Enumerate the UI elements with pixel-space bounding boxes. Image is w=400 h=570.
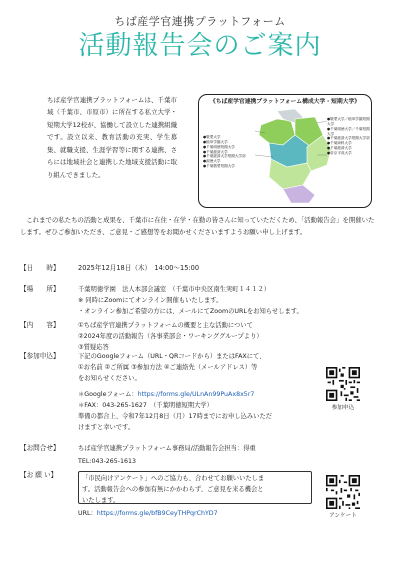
apply-qr-caption: 参加申込 (331, 405, 355, 411)
map-label: ●千葉経済大学 (327, 146, 352, 151)
contact-office: ちば産学官連携プラットフォーム事務局/活動報告会担当：得重 (78, 445, 256, 452)
place-block (78, 284, 303, 317)
place-value: 千葉明徳学園 法人本部会議室 （千葉市中央区南生実町１４１２） (78, 286, 271, 293)
request-label: 【お 願 い】 (20, 471, 58, 479)
map-label: ●千葉経済大学短期大学部 (203, 154, 246, 159)
contact-row (20, 443, 380, 469)
apply-label: 【参加申込】 (20, 352, 60, 360)
date-value: 2025年12月18日（木） 14:00～15:00 (78, 264, 200, 272)
survey-request-text (79, 472, 311, 507)
survey-url-prefix: URL： (78, 510, 97, 517)
apply-text: をお知らせください。 (78, 375, 141, 383)
content-list (78, 320, 263, 353)
map-label: ●植草学園大学 (203, 139, 228, 144)
map-left-labels (203, 135, 257, 169)
contact-phone: TEL:043-265-1613 (78, 458, 137, 466)
apply-block (78, 351, 323, 433)
apply-qr-code[interactable] (326, 367, 360, 401)
survey-qr-code[interactable] (326, 475, 360, 509)
place-note-zoom: ※ 同時にZoomにてオンライン開催もいたします。 (78, 297, 223, 305)
survey-url-line (78, 508, 218, 519)
apply-text: ①お名前 ②ご所属 ③参加方法 ④ご連絡先（メールアドレス）等 (78, 364, 258, 372)
map-label: ●淑徳大学 (203, 159, 221, 164)
content-item: ③質疑応答 (78, 344, 109, 352)
date-row (20, 263, 380, 275)
map-caption: 《ちば産学官連携プラットフォーム構成大学・短期大学》 (209, 99, 361, 105)
request-text: いたします。 (82, 497, 120, 505)
map-label: ●帝京平成大学 (327, 150, 352, 155)
place-row (20, 284, 380, 320)
google-form-line (78, 389, 323, 400)
content-row (20, 320, 380, 354)
invitation-paragraph: これまでの私たちの活動と成果を、千葉市に在住・在学・在勤の皆さんに知っていただくため、「活動報告会」を開催いたします。ぜひご参加いただき、ご意見・ご感想等をお聞かせくださいますようお願い申し上げます。 (20, 216, 375, 237)
map-label: ●千葉経済大学短期大学部 (327, 136, 370, 141)
survey-request-box (78, 471, 312, 504)
intro-paragraph: ちば産学官連携プラットフォームは、千葉市域（千葉市、市原市）に所在する私立大学・短期大学12校が、協働して設立した連携組織です。設立以来、教育活動の充実、学生募集、就職支援、生涯学習等に関する連携、さらには地域社会と連携した地域支援活動に取り組んできました。 (47, 96, 177, 179)
deadline-text: 準備の都合上、令和7年12月8日（月）17時までにお申し込みいただ (78, 413, 273, 421)
map-label: ●千葉商科大学 (327, 141, 352, 146)
map-label: ●敬愛大学／植草学園短期大学 (327, 117, 370, 126)
google-form-link[interactable]: https://forms.gle/ULnAn99PuAx8x5r7 (137, 391, 255, 399)
content-label: 【内 容】 (20, 321, 60, 329)
fax-line: ＊FAX：043-265-1627 （千葉明徳短期大学） (78, 402, 213, 410)
map-label: ●千葉敬愛短期大学 (203, 164, 235, 169)
map-label: ●千葉明徳短期大学 (203, 144, 235, 149)
page-title: 活動報告会のご案内 (78, 31, 322, 61)
contact-label: 【お問合せ】 (20, 444, 60, 452)
place-note-url: ・オンライン参加ご希望の方には、メールにてZoomのURLをお知らせします。 (78, 308, 303, 316)
place-label: 【場 所】 (20, 285, 60, 293)
request-text: す。活動報告会への参加有無にかかわらず、ご意見を来る機会と (82, 486, 264, 494)
request-text: 「市民向けアンケート」へのご協力も、合わせてお願いいたしま (82, 475, 265, 482)
header-subtitle: ちば産学官連携プラットフォーム (114, 15, 286, 28)
map-label: ●千葉経済大学 (203, 149, 228, 154)
map-right-labels (327, 117, 371, 156)
apply-text: 下記のGoogleフォーム（URL・QRコードから）またはFAXにて、 (78, 353, 266, 360)
content-item: ②2024年度の活動報告（各事業部会・ワーキンググループより） (78, 333, 263, 341)
survey-qr-caption: アンケート (329, 513, 357, 519)
survey-link[interactable]: https://forms.gle/bfB9CeyTHPqrChYD7 (96, 510, 218, 517)
deadline-text: けますと幸いです。 (78, 424, 135, 432)
contact-block (78, 443, 256, 467)
member-map-panel (198, 94, 372, 208)
content-item: ①ちば産学官連携プラットフォームの概要と主な活動について (78, 322, 253, 329)
google-form-prefix: ＊Googleフォーム： (78, 391, 138, 399)
map-label: ●敬愛大学 (203, 135, 221, 139)
map-label: ●千葉明徳大学／千葉短期大学 (327, 126, 370, 136)
date-label: 【日 時】 (20, 264, 60, 272)
